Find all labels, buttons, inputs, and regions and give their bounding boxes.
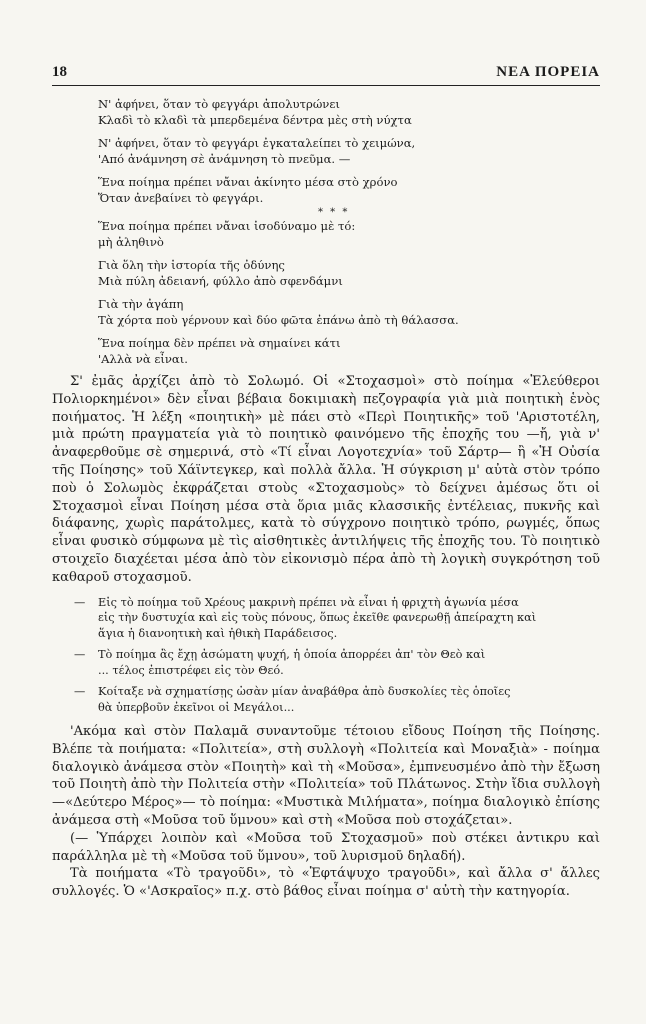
poem-line: Κλαδὶ τὸ κλαδὶ τὰ μπερδεμένα δέντρα μὲς στὴ νύχτα bbox=[98, 113, 412, 127]
quote-text bbox=[98, 595, 600, 642]
page bbox=[52, 64, 600, 901]
poem-line: Ν' ἀφήνει, ὅταν τὸ φεγγάρι ἀπολυτρώνει bbox=[98, 97, 340, 111]
poem-line: Γιὰ ὅλη τὴν ἱστορία τῆς ὀδύνης bbox=[98, 258, 285, 272]
poem-line: Ἕνα ποίημα πρέπει νἄναι ἰσοδύναμο μὲ τό: bbox=[98, 219, 356, 233]
paragraph: 'Ακόμα καὶ στὸν Παλαμᾶ συναντοῦμε τέτοιου εἴδους Ποίηση τῆς Ποίησης. Βλέπε τὰ ποιήματα: «Πολιτεία», στὴ συλλογὴ «Πολιτεία καὶ Μοναξιὰ» - ποίημα διαλογικὸ ἀνάμεσα στὸν «Ποιητὴ» καὶ τὴ «Μοῦσα», ἐμπνευσμένο ἀπὸ τὴν ἔξωση τοῦ Ποιητὴ ἀπὸ τὴν Πολιτεία στὴν «Πολιτεία» τοῦ Πλάτωνος. Στὴν ἴδια συλλογὴ —«Δεύτερο Μέρος»— τὸ ποίημα: «Μυστικὰ Μιλήματα», ποίημα διαλογικὸ ἐπίσης ἀνάμεσα στὴ «Μοῦσα τοῦ ὕμνου» καὶ στὴ «Μοῦσα ποὺ στοχάζεται». bbox=[52, 724, 600, 829]
quote-line: Εἰς τὸ ποίημα τοῦ Χρέους μακρινὴ πρέπει νὰ εἶναι ἡ φριχτὴ ἀγωνία μέσα bbox=[98, 595, 519, 609]
poem-line: μὴ ἀληθινὸ bbox=[98, 235, 164, 249]
paragraph: Τὰ ποιήματα «Τὸ τραγοῦδι», τὸ «Ἑφτάψυχο τραγοῦδι», καὶ ἄλλα σ' ἄλλες συλλογές. Ὁ «'Ασκραῖος» π.χ. στὸ βάθος εἶναι ποίημα σ' αὐτὴ τὴν κατηγορία. bbox=[52, 866, 600, 900]
quote-text bbox=[98, 647, 600, 678]
quote-line: εἰς τὴν δυστυχία καὶ εἰς τοὺς πόνους, ὅπως ἐκεῖθε φανερωθῇ ἀπείραχτη καὶ bbox=[98, 611, 537, 625]
poem-stanza bbox=[98, 296, 600, 328]
poem bbox=[98, 96, 600, 367]
poem-stanza bbox=[98, 135, 600, 167]
quote-item bbox=[52, 647, 600, 678]
poem-stanza bbox=[98, 96, 600, 128]
poem-line: Τὰ χόρτα ποὺ γέρνουν καὶ δύο φῶτα ἐπάνω ἀπὸ τὴ θάλασσα. bbox=[98, 313, 459, 327]
poem-line: Ἕνα ποίημα δὲν πρέπει νὰ σημαίνει κάτι bbox=[98, 336, 341, 350]
paragraph: Σ' ἐμᾶς ἀρχίζει ἀπὸ τὸ Σολωμό. Οἱ «Στοχασμοὶ» στὸ ποίημα «Ἐλεύθεροι Πολιορκημένοι» δὲν εἶναι βέβαια δοκιμιακὴ πεζογραφία γιὰ μιὰ ποιητικὴ ἑνὸς ποιήματος. Ἡ λέξη «ποιητικὴ» μὲ πάει στὸ «Περὶ Ποιητικῆς» τοῦ 'Αριστοτέλη, μιὰ πρώτη πραγματεία γιὰ τὸ ποιητικὸ φαινόμενο τῆς ἐποχῆς του —ἤ, γιὰ ν' ἀναφερθοῦμε σὲ σημερινά, στὸ «Τί εἶναι Λογοτεχνία» τοῦ Σάρτρ— ἢ «Ἡ Οὐσία τῆς Ποίησης» τοῦ Χάϊντεγκερ, καὶ πολλὰ ἄλλα. Ἡ σύγκριση μ' αὐτὰ στὸν τρόπο ποὺ ὁ Σολωμὸς ἐκφράζεται στοὺς «Στοχασμοὺς» τὸ δείχνει ἀμέσως ὅτι οἱ Στοχασμοὶ εἶναι Ποίηση μέσα στὰ ὅρια μιᾶς κλασσικῆς ἐντέλειας, πυκνῆς καὶ διάφανης, χωρὶς παράτολμες, κατὰ τὸ σύγχρονο ποιητικὸ τρόπο, ρωγμές, ὅπως εἶναι φυσικὸ σύμφωνα μὲ τὶς αἰσθητικὲς ἀντιλήψεις τῆς ἐποχῆς του. Τὸ ποιητικὸ στοιχεῖο διαχέεται μέσα ἀπὸ τὸν εἰκονισμὸ πέρα ἀπὸ τὴ λογικὴ συγκρότηση τοῦ καθαροῦ στοχασμοῦ. bbox=[52, 374, 600, 585]
poem-stanza bbox=[98, 218, 600, 250]
poem-line: Ν' ἀφήνει, ὅταν τὸ φεγγάρι ἐγκαταλείπει τὸ χειμώνα, bbox=[98, 136, 416, 150]
quote-line: Τὸ ποίημα ἂς ἔχῃ ἀσώματη ψυχή, ἡ ὁποία ἀπορρέει ἀπ' τὸν Θεὸ καὶ bbox=[98, 648, 486, 662]
quote-line: Κοίταξε νὰ σχηματίσῃς ὡσὰν μίαν ἀναβάθρα ἀπὸ δυσκολίες τὲς ὁποῖες bbox=[98, 685, 511, 699]
poem-line: Ὅταν ἀνεβαίνει τὸ φεγγάρι. bbox=[98, 191, 264, 205]
paragraph: (— Ὑπάρχει λοιπὸν καὶ «Μοῦσα τοῦ Στοχασμοῦ» ποὺ στέκει ἀντικρυ καὶ παράλληλα μὲ τὴ «Μοῦσα τοῦ ὕμνου», τοῦ λυρισμοῦ δηλαδή). bbox=[52, 830, 600, 864]
section-separator: * * * bbox=[318, 207, 350, 218]
journal-title: ΝΕΑ ΠΟΡΕΙΑ bbox=[496, 64, 600, 80]
poem-stanza bbox=[98, 257, 600, 289]
quote-item bbox=[52, 595, 600, 642]
quote-item bbox=[52, 684, 600, 715]
poem-line: 'Από ἀνάμνηση σὲ ἀνάμνηση τὸ πνεῦμα. — bbox=[98, 152, 351, 166]
quote-dash: — bbox=[74, 595, 86, 609]
body-text bbox=[52, 373, 600, 901]
quote-line: ἅγια ἡ διανοητικὴ καὶ ἠθικὴ Παράδεισος. bbox=[98, 626, 338, 640]
quote-line: θὰ ὑπερβοῦν ἐκεῖνοι οἱ Μεγάλοι... bbox=[98, 700, 295, 714]
quoted-thoughts bbox=[52, 595, 600, 716]
quote-dash: — bbox=[74, 685, 86, 699]
poem-line: Μιὰ πύλη ἀδειανή, φύλλο ἀπὸ σφενδάμνι bbox=[98, 274, 343, 288]
poem-stanza bbox=[98, 335, 600, 367]
page-number: 18 bbox=[52, 64, 67, 80]
poem-line: Ἕνα ποίημα πρέπει νἄναι ἀκίνητο μέσα στὸ χρόνο bbox=[98, 175, 398, 189]
poem-stanza bbox=[98, 174, 600, 206]
quote-text bbox=[98, 684, 600, 715]
poem-line: Γιὰ τὴν ἀγάπη bbox=[98, 297, 184, 311]
quote-dash: — bbox=[74, 648, 86, 662]
quote-line: ... τέλος ἐπιστρέφει εἰς τὸν Θεό. bbox=[98, 663, 284, 677]
running-header bbox=[52, 64, 600, 86]
poem-line: 'Αλλὰ νὰ εἶναι. bbox=[98, 352, 188, 366]
